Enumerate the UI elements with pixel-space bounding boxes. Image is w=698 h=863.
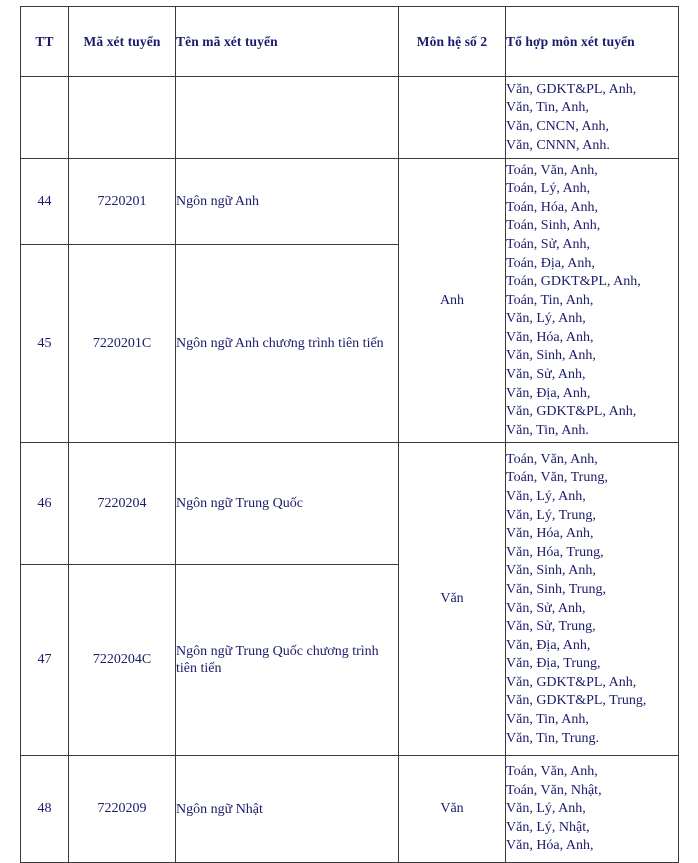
cell-code: 7220201 bbox=[69, 159, 176, 245]
combination-line: Toán, Lý, Anh, bbox=[506, 181, 591, 197]
cell-subject-coefficient bbox=[399, 77, 506, 159]
table-header bbox=[21, 7, 679, 77]
table-row bbox=[21, 159, 679, 245]
combination-line: Văn, Lý, Nhật, bbox=[506, 819, 590, 835]
combination-line: Toán, Văn, Anh, bbox=[506, 162, 598, 178]
combination-line: Văn, GDKT&PL, Anh, bbox=[506, 81, 637, 97]
combination-line: Toán, Tin, Anh, bbox=[506, 292, 594, 308]
cell-name: Ngôn ngữ Trung Quốc bbox=[176, 443, 399, 565]
column-header-code: Mã xét tuyển bbox=[69, 7, 176, 77]
combination-line: Toán, Văn, Anh, bbox=[506, 451, 598, 467]
combination-line: Văn, Sinh, Anh, bbox=[506, 348, 596, 364]
cell-code: 7220209 bbox=[69, 756, 176, 863]
cell-name: Ngôn ngữ Nhật bbox=[176, 756, 399, 863]
combination-line: Văn, Địa, Trung, bbox=[506, 656, 601, 672]
table-row bbox=[21, 77, 679, 159]
combination-line: Văn, Tin, Trung. bbox=[506, 730, 599, 746]
combination-line: Văn, Sinh, Trung, bbox=[506, 581, 606, 597]
cell-tt: 44 bbox=[21, 159, 69, 245]
combination-line: Văn, Sử, Anh, bbox=[506, 600, 586, 616]
cell-combination bbox=[506, 443, 679, 756]
combination-list bbox=[506, 763, 678, 856]
combination-line: Toán, Hóa, Anh, bbox=[506, 199, 598, 215]
cell-name: Ngôn ngữ Anh chương trình tiên tiến bbox=[176, 245, 399, 443]
cell-name: Ngôn ngữ Anh bbox=[176, 159, 399, 245]
admissions-table bbox=[20, 6, 679, 863]
combination-line: Toán, Văn, Nhật, bbox=[506, 782, 602, 798]
combination-line: Văn, CNNN, Anh. bbox=[506, 137, 610, 153]
cell-combination bbox=[506, 159, 679, 443]
table-row bbox=[21, 443, 679, 565]
cell-subject-coefficient: Văn bbox=[399, 756, 506, 863]
combination-line: Văn, GDKT&PL, Anh, bbox=[506, 674, 637, 690]
cell-code: 7220204C bbox=[69, 565, 176, 756]
combination-line: Văn, Tin, Anh, bbox=[506, 712, 589, 728]
cell-combination bbox=[506, 77, 679, 159]
combination-line: Văn, Địa, Anh, bbox=[506, 637, 591, 653]
combination-line: Văn, Hóa, Trung, bbox=[506, 544, 604, 560]
combination-line: Văn, Hóa, Anh, bbox=[506, 838, 594, 854]
cell-subject-coefficient: Anh bbox=[399, 159, 506, 443]
column-header-combination: Tổ hợp môn xét tuyển bbox=[506, 7, 679, 77]
combination-line: Văn, Hóa, Anh, bbox=[506, 526, 594, 542]
combination-line: Văn, Lý, Trung, bbox=[506, 507, 596, 523]
combination-line: Toán, Văn, Trung, bbox=[506, 470, 608, 486]
combination-line: Văn, Tin, Anh, bbox=[506, 100, 589, 116]
table-header-row bbox=[21, 7, 679, 77]
combination-line: Văn, Tin, Anh. bbox=[506, 422, 589, 438]
combination-line: Toán, Địa, Anh, bbox=[506, 255, 595, 271]
cell-name bbox=[176, 77, 399, 159]
combination-line: Toán, Sử, Anh, bbox=[506, 236, 590, 252]
combination-line: Văn, Lý, Anh, bbox=[506, 311, 586, 327]
table-body bbox=[21, 77, 679, 863]
column-header-tt: TT bbox=[21, 7, 69, 77]
combination-line: Văn, Lý, Anh, bbox=[506, 801, 586, 817]
combination-line: Văn, Lý, Anh, bbox=[506, 488, 586, 504]
combination-line: Toán, Văn, Anh, bbox=[506, 764, 598, 780]
combination-line: Văn, GDKT&PL, Anh, bbox=[506, 404, 637, 420]
combination-line: Văn, Sử, Anh, bbox=[506, 367, 586, 383]
cell-tt: 47 bbox=[21, 565, 69, 756]
cell-code: 7220204 bbox=[69, 443, 176, 565]
cell-subject-coefficient: Văn bbox=[399, 443, 506, 756]
combination-line: Văn, Sinh, Anh, bbox=[506, 563, 596, 579]
cell-combination bbox=[506, 756, 679, 863]
cell-code: 7220201C bbox=[69, 245, 176, 443]
cell-name: Ngôn ngữ Trung Quốc chương trình tiên tiến bbox=[176, 565, 399, 756]
combination-line: Toán, Sinh, Anh, bbox=[506, 218, 601, 234]
combination-line: Toán, GDKT&PL, Anh, bbox=[506, 274, 641, 290]
combination-line: Văn, GDKT&PL, Trung, bbox=[506, 693, 647, 709]
cell-tt: 48 bbox=[21, 756, 69, 863]
cell-tt bbox=[21, 77, 69, 159]
combination-list bbox=[506, 162, 678, 441]
combination-list bbox=[506, 81, 678, 155]
table-row bbox=[21, 756, 679, 863]
combination-line: Văn, CNCN, Anh, bbox=[506, 119, 610, 134]
combination-line: Văn, Sử, Trung, bbox=[506, 619, 596, 635]
combination-list bbox=[506, 451, 678, 749]
cell-tt: 46 bbox=[21, 443, 69, 565]
column-header-name: Tên mã xét tuyển bbox=[176, 7, 399, 77]
column-header-subject-coefficient: Môn hệ số 2 bbox=[399, 7, 506, 77]
combination-line: Văn, Hóa, Anh, bbox=[506, 329, 594, 345]
combination-line: Văn, Địa, Anh, bbox=[506, 385, 591, 401]
cell-tt: 45 bbox=[21, 245, 69, 443]
cell-code bbox=[69, 77, 176, 159]
